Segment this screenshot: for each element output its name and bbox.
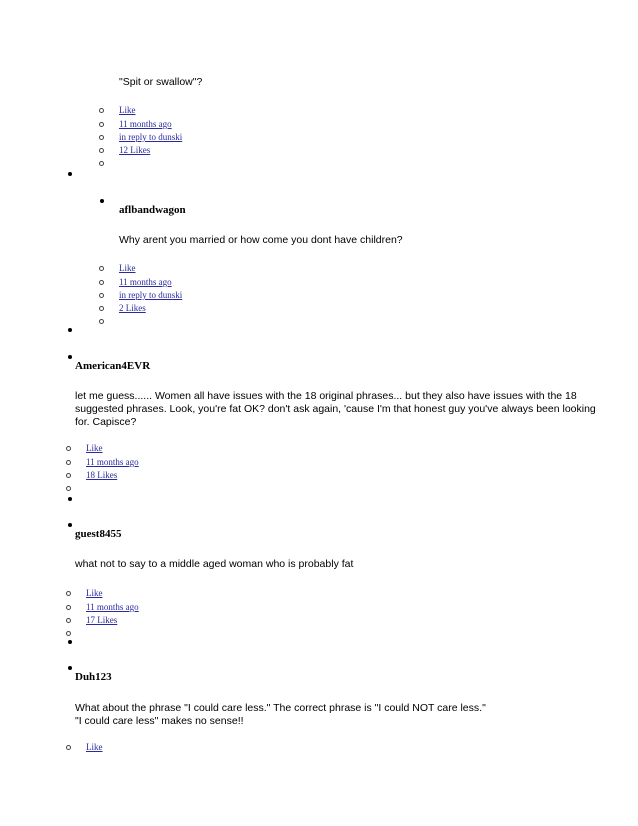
list-circle — [66, 473, 71, 478]
comment-text-line: let me guess...... Women all have issues with the 18 original phrases... but they also have issues with the 18 — [75, 390, 577, 402]
comment-text-line: suggested phrases. Look, you're fat OK? don't ask again, 'cause I'm that honest guy you've always been looking — [75, 403, 596, 415]
list-bullet — [68, 328, 72, 332]
list-bullet — [68, 172, 72, 176]
comment-text-line: What about the phrase "I could care less." The correct phrase is "I could NOT care less." — [75, 702, 486, 714]
comment-author[interactable]: Duh123 — [75, 671, 112, 683]
list-circle — [66, 591, 71, 596]
list-bullet — [68, 640, 72, 644]
list-bullet — [68, 666, 72, 670]
like-link[interactable]: Like — [86, 443, 103, 453]
list-circle — [99, 108, 104, 113]
comment-author[interactable]: American4EVR — [75, 360, 151, 372]
list-circle — [99, 293, 104, 298]
comment-text: Why arent you married or how come you dont have children? — [119, 234, 403, 246]
list-circle — [99, 161, 104, 166]
likes-count-link[interactable]: 2 Likes — [119, 303, 146, 313]
list-circle — [99, 280, 104, 285]
list-circle — [99, 135, 104, 140]
like-link[interactable]: Like — [86, 742, 103, 752]
list-circle — [66, 460, 71, 465]
list-circle — [99, 319, 104, 324]
list-circle — [66, 631, 71, 636]
comment-author[interactable]: aflbandwagon — [119, 204, 186, 216]
list-bullet — [68, 355, 72, 359]
list-circle — [99, 122, 104, 127]
reply-link[interactable]: in reply to dunski — [119, 132, 183, 142]
list-bullet — [100, 199, 104, 203]
list-circle — [66, 605, 71, 610]
like-link[interactable]: Like — [86, 588, 103, 598]
list-circle — [99, 148, 104, 153]
list-circle — [66, 745, 71, 750]
list-circle — [66, 486, 71, 491]
likes-count-link[interactable]: 12 Likes — [119, 145, 151, 155]
list-bullet — [68, 497, 72, 501]
comment-author[interactable]: guest8455 — [75, 528, 122, 540]
list-bullet — [68, 523, 72, 527]
timestamp-link[interactable]: 11 months ago — [119, 119, 172, 129]
list-circle — [66, 446, 71, 451]
timestamp-link[interactable]: 11 months ago — [86, 457, 139, 467]
list-circle — [99, 306, 104, 311]
comment-text: "Spit or swallow"? — [119, 76, 203, 88]
reply-link[interactable]: in reply to dunski — [119, 290, 183, 300]
likes-count-link[interactable]: 18 Likes — [86, 470, 118, 480]
comment-text-line: "I could care less" makes no sense!! — [75, 715, 244, 727]
list-circle — [99, 266, 104, 271]
list-circle — [66, 618, 71, 623]
timestamp-link[interactable]: 11 months ago — [86, 602, 139, 612]
comment-text: what not to say to a middle aged woman who is probably fat — [75, 558, 354, 570]
comment-text-line: for. Capisce? — [75, 416, 137, 428]
timestamp-link[interactable]: 11 months ago — [119, 277, 172, 287]
like-link[interactable]: Like — [119, 263, 136, 273]
likes-count-link[interactable]: 17 Likes — [86, 615, 118, 625]
like-link[interactable]: Like — [119, 105, 136, 115]
